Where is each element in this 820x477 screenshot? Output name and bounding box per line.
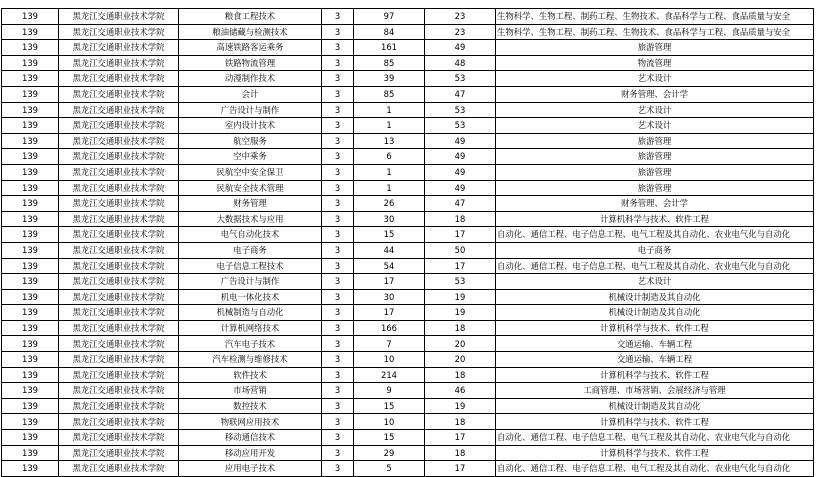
study-years-cell[interactable]: 3	[322, 336, 354, 352]
major-name-cell[interactable]: 财务管理	[179, 196, 322, 212]
related-subjects-cell[interactable]: 交通运输、车辆工程	[496, 352, 814, 368]
plan-count-cell[interactable]: 85	[354, 55, 425, 71]
school-name-cell[interactable]: 黑龙江交通职业技术学院	[59, 461, 179, 477]
category-code-cell[interactable]: 17	[425, 430, 496, 446]
table-row	[2, 398, 814, 414]
institution-code-cell[interactable]: 139	[2, 445, 59, 461]
category-code-cell[interactable]: 49	[425, 133, 496, 149]
major-name-cell[interactable]: 民航安全技术管理	[179, 180, 322, 196]
plan-count-cell[interactable]: 9	[354, 383, 425, 399]
table-row	[2, 414, 814, 430]
school-name-cell[interactable]: 黑龙江交通职业技术学院	[59, 227, 179, 243]
table-row	[2, 320, 814, 336]
table-row	[2, 55, 814, 71]
plan-count-cell[interactable]: 54	[354, 258, 425, 274]
related-subjects-cell[interactable]: 机械设计制造及其自动化	[496, 305, 814, 321]
school-name-cell[interactable]: 黑龙江交通职业技术学院	[59, 149, 179, 165]
plan-count-cell[interactable]: 97	[354, 9, 425, 25]
study-years-cell[interactable]: 3	[322, 398, 354, 414]
plan-count-cell[interactable]: 39	[354, 71, 425, 87]
category-code-cell[interactable]: 19	[425, 398, 496, 414]
school-name-cell[interactable]: 黑龙江交通职业技术学院	[59, 367, 179, 383]
related-subjects-cell[interactable]: 艺术设计	[496, 71, 814, 87]
institution-code-cell[interactable]: 139	[2, 367, 59, 383]
related-subjects-cell[interactable]: 旅游管理	[496, 180, 814, 196]
institution-code-cell[interactable]: 139	[2, 164, 59, 180]
major-name-cell[interactable]: 机械制造与自动化	[179, 305, 322, 321]
major-name-cell[interactable]: 移动通信技术	[179, 430, 322, 446]
school-name-cell[interactable]: 黑龙江交通职业技术学院	[59, 24, 179, 40]
category-code-cell[interactable]: 18	[425, 211, 496, 227]
study-years-cell[interactable]: 3	[322, 40, 354, 56]
related-subjects-cell[interactable]: 艺术设计	[496, 274, 814, 290]
table-row	[2, 102, 814, 118]
major-name-cell[interactable]: 会计	[179, 86, 322, 102]
table-row	[2, 242, 814, 258]
institution-code-cell[interactable]: 139	[2, 133, 59, 149]
major-name-cell[interactable]: 移动应用开发	[179, 445, 322, 461]
table-row	[2, 274, 814, 290]
related-subjects-cell[interactable]: 财务管理、会计学	[496, 196, 814, 212]
school-name-cell[interactable]: 黑龙江交通职业技术学院	[59, 9, 179, 25]
institution-code-cell[interactable]: 139	[2, 24, 59, 40]
study-years-cell[interactable]: 3	[322, 9, 354, 25]
plan-count-cell[interactable]: 26	[354, 196, 425, 212]
school-name-cell[interactable]: 黑龙江交通职业技术学院	[59, 55, 179, 71]
major-name-cell[interactable]: 粮油储藏与检测技术	[179, 24, 322, 40]
school-name-cell[interactable]: 黑龙江交通职业技术学院	[59, 383, 179, 399]
institution-code-cell[interactable]: 139	[2, 86, 59, 102]
table-body	[2, 9, 814, 477]
table-row	[2, 352, 814, 368]
table-row	[2, 133, 814, 149]
related-subjects-cell[interactable]: 艺术设计	[496, 102, 814, 118]
study-years-cell[interactable]: 3	[322, 71, 354, 87]
school-name-cell[interactable]: 黑龙江交通职业技术学院	[59, 398, 179, 414]
school-name-cell[interactable]: 黑龙江交通职业技术学院	[59, 320, 179, 336]
school-name-cell[interactable]: 黑龙江交通职业技术学院	[59, 352, 179, 368]
plan-count-cell[interactable]: 1	[354, 164, 425, 180]
institution-code-cell[interactable]: 139	[2, 211, 59, 227]
related-subjects-cell[interactable]: 工商管理、市场营销、会展经济与管理	[496, 383, 814, 399]
study-years-cell[interactable]: 3	[322, 414, 354, 430]
table-row	[2, 24, 814, 40]
related-subjects-cell[interactable]: 交通运输、车辆工程	[496, 336, 814, 352]
major-name-cell[interactable]: 计算机网络技术	[179, 320, 322, 336]
plan-count-cell[interactable]: 1	[354, 118, 425, 134]
plan-count-cell[interactable]: 17	[354, 274, 425, 290]
school-name-cell[interactable]: 黑龙江交通职业技术学院	[59, 118, 179, 134]
school-name-cell[interactable]: 黑龙江交通职业技术学院	[59, 102, 179, 118]
institution-code-cell[interactable]: 139	[2, 461, 59, 477]
related-subjects-cell[interactable]: 机械设计制造及其自动化	[496, 398, 814, 414]
table-row	[2, 289, 814, 305]
school-name-cell[interactable]: 黑龙江交通职业技术学院	[59, 258, 179, 274]
plan-count-cell[interactable]: 214	[354, 367, 425, 383]
institution-code-cell[interactable]: 139	[2, 40, 59, 56]
table-row	[2, 86, 814, 102]
related-subjects-cell[interactable]: 计算机科学与技术、软件工程	[496, 367, 814, 383]
school-name-cell[interactable]: 黑龙江交通职业技术学院	[59, 40, 179, 56]
related-subjects-cell[interactable]: 艺术设计	[496, 118, 814, 134]
table-row	[2, 336, 814, 352]
study-years-cell[interactable]: 3	[322, 133, 354, 149]
category-code-cell[interactable]: 49	[425, 149, 496, 165]
institution-code-cell[interactable]: 139	[2, 289, 59, 305]
category-code-cell[interactable]: 19	[425, 289, 496, 305]
institution-code-cell[interactable]: 139	[2, 118, 59, 134]
related-subjects-cell[interactable]: 机械设计制造及其自动化	[496, 289, 814, 305]
related-subjects-cell[interactable]: 生物科学、生物工程、制药工程、生物技术、食品科学与工程、食品质量与安全	[496, 24, 814, 40]
category-code-cell[interactable]: 17	[425, 227, 496, 243]
major-name-cell[interactable]: 粮食工程技术	[179, 9, 322, 25]
institution-code-cell[interactable]: 139	[2, 9, 59, 25]
institution-code-cell[interactable]: 139	[2, 352, 59, 368]
related-subjects-cell[interactable]: 自动化、通信工程、电子信息工程、电气工程及其自动化、农业电气化与自动化	[496, 430, 814, 446]
related-subjects-cell[interactable]: 计算机科学与技术、软件工程	[496, 414, 814, 430]
study-years-cell[interactable]: 3	[322, 305, 354, 321]
plan-count-cell[interactable]: 7	[354, 336, 425, 352]
school-name-cell[interactable]: 黑龙江交通职业技术学院	[59, 414, 179, 430]
related-subjects-cell[interactable]: 物流管理	[496, 55, 814, 71]
major-name-cell[interactable]: 广告设计与制作	[179, 274, 322, 290]
category-code-cell[interactable]: 23	[425, 9, 496, 25]
table-row	[2, 367, 814, 383]
institution-code-cell[interactable]: 139	[2, 430, 59, 446]
school-name-cell[interactable]: 黑龙江交通职业技术学院	[59, 336, 179, 352]
institution-code-cell[interactable]: 139	[2, 55, 59, 71]
table-row	[2, 71, 814, 87]
school-name-cell[interactable]: 黑龙江交通职业技术学院	[59, 430, 179, 446]
major-name-cell[interactable]: 电子信息工程技术	[179, 258, 322, 274]
plan-count-cell[interactable]: 15	[354, 227, 425, 243]
table-row	[2, 430, 814, 446]
related-subjects-cell[interactable]: 旅游管理	[496, 164, 814, 180]
study-years-cell[interactable]: 3	[322, 289, 354, 305]
study-years-cell[interactable]: 3	[322, 445, 354, 461]
related-subjects-cell[interactable]: 旅游管理	[496, 133, 814, 149]
table-row	[2, 227, 814, 243]
plan-count-cell[interactable]: 1	[354, 180, 425, 196]
category-code-cell[interactable]: 18	[425, 414, 496, 430]
institution-code-cell[interactable]: 139	[2, 274, 59, 290]
related-subjects-cell[interactable]: 财务管理、会计学	[496, 86, 814, 102]
school-name-cell[interactable]: 黑龙江交通职业技术学院	[59, 445, 179, 461]
plan-count-cell[interactable]: 17	[354, 305, 425, 321]
major-name-cell[interactable]: 机电一体化技术	[179, 289, 322, 305]
plan-count-cell[interactable]: 1	[354, 102, 425, 118]
institution-code-cell[interactable]: 139	[2, 149, 59, 165]
table-row	[2, 305, 814, 321]
study-years-cell[interactable]: 3	[322, 352, 354, 368]
plan-count-cell[interactable]: 30	[354, 211, 425, 227]
category-code-cell[interactable]: 50	[425, 242, 496, 258]
school-name-cell[interactable]: 黑龙江交通职业技术学院	[59, 242, 179, 258]
study-years-cell[interactable]: 3	[322, 86, 354, 102]
plan-count-cell[interactable]: 29	[354, 445, 425, 461]
category-code-cell[interactable]: 49	[425, 164, 496, 180]
major-name-cell[interactable]: 软件技术	[179, 367, 322, 383]
major-name-cell[interactable]: 汽车检测与维修技术	[179, 352, 322, 368]
major-name-cell[interactable]: 室内设计技术	[179, 118, 322, 134]
study-years-cell[interactable]: 3	[322, 55, 354, 71]
category-code-cell[interactable]: 53	[425, 102, 496, 118]
major-name-cell[interactable]: 电气自动化技术	[179, 227, 322, 243]
category-code-cell[interactable]: 19	[425, 305, 496, 321]
related-subjects-cell[interactable]: 计算机科学与技术、软件工程	[496, 211, 814, 227]
related-subjects-cell[interactable]: 计算机科学与技术、软件工程	[496, 445, 814, 461]
category-code-cell[interactable]: 53	[425, 274, 496, 290]
major-name-cell[interactable]: 民航空中安全保卫	[179, 164, 322, 180]
institution-code-cell[interactable]: 139	[2, 305, 59, 321]
institution-code-cell[interactable]: 139	[2, 258, 59, 274]
related-subjects-cell[interactable]: 自动化、通信工程、电子信息工程、电气工程及其自动化、农业电气化与自动化	[496, 461, 814, 477]
table-row	[2, 383, 814, 399]
study-years-cell[interactable]: 3	[322, 149, 354, 165]
table-row	[2, 9, 814, 25]
category-code-cell[interactable]: 23	[425, 24, 496, 40]
school-name-cell[interactable]: 黑龙江交通职业技术学院	[59, 180, 179, 196]
major-name-cell[interactable]: 数控技术	[179, 398, 322, 414]
category-code-cell[interactable]: 17	[425, 461, 496, 477]
related-subjects-cell[interactable]: 旅游管理	[496, 40, 814, 56]
major-name-cell[interactable]: 动漫制作技术	[179, 71, 322, 87]
institution-code-cell[interactable]: 139	[2, 414, 59, 430]
plan-count-cell[interactable]: 85	[354, 86, 425, 102]
major-name-cell[interactable]: 大数据技术与应用	[179, 211, 322, 227]
category-code-cell[interactable]: 46	[425, 383, 496, 399]
category-code-cell[interactable]: 20	[425, 336, 496, 352]
school-name-cell[interactable]: 黑龙江交通职业技术学院	[59, 211, 179, 227]
category-code-cell[interactable]: 48	[425, 55, 496, 71]
table-row	[2, 118, 814, 134]
study-years-cell[interactable]: 3	[322, 118, 354, 134]
institution-code-cell[interactable]: 139	[2, 102, 59, 118]
plan-count-cell[interactable]: 6	[354, 149, 425, 165]
study-years-cell[interactable]: 3	[322, 227, 354, 243]
institution-code-cell[interactable]: 139	[2, 71, 59, 87]
school-name-cell[interactable]: 黑龙江交通职业技术学院	[59, 274, 179, 290]
table-row	[2, 164, 814, 180]
related-subjects-cell[interactable]: 生物科学、生物工程、制药工程、生物技术、食品科学与工程、食品质量与安全	[496, 9, 814, 25]
related-subjects-cell[interactable]: 电子商务	[496, 242, 814, 258]
plan-count-cell[interactable]: 10	[354, 414, 425, 430]
related-subjects-cell[interactable]: 自动化、通信工程、电子信息工程、电气工程及其自动化、农业电气化与自动化	[496, 227, 814, 243]
institution-code-cell[interactable]: 139	[2, 180, 59, 196]
study-years-cell[interactable]: 3	[322, 274, 354, 290]
enrollment-table	[1, 8, 814, 477]
study-years-cell[interactable]: 3	[322, 180, 354, 196]
plan-count-cell[interactable]: 44	[354, 242, 425, 258]
category-code-cell[interactable]: 18	[425, 367, 496, 383]
study-years-cell[interactable]: 3	[322, 24, 354, 40]
institution-code-cell[interactable]: 139	[2, 242, 59, 258]
study-years-cell[interactable]: 3	[322, 430, 354, 446]
table-row	[2, 149, 814, 165]
study-years-cell[interactable]: 3	[322, 242, 354, 258]
study-years-cell[interactable]: 3	[322, 258, 354, 274]
category-code-cell[interactable]: 49	[425, 180, 496, 196]
plan-count-cell[interactable]: 10	[354, 352, 425, 368]
plan-count-cell[interactable]: 15	[354, 398, 425, 414]
related-subjects-cell[interactable]: 计算机科学与技术、软件工程	[496, 320, 814, 336]
major-name-cell[interactable]: 铁路物流管理	[179, 55, 322, 71]
category-code-cell[interactable]: 20	[425, 352, 496, 368]
institution-code-cell[interactable]: 139	[2, 227, 59, 243]
study-years-cell[interactable]: 3	[322, 461, 354, 477]
table-row	[2, 196, 814, 212]
category-code-cell[interactable]: 53	[425, 71, 496, 87]
category-code-cell[interactable]: 18	[425, 320, 496, 336]
category-code-cell[interactable]: 18	[425, 445, 496, 461]
school-name-cell[interactable]: 黑龙江交通职业技术学院	[59, 289, 179, 305]
category-code-cell[interactable]: 17	[425, 258, 496, 274]
major-name-cell[interactable]: 航空服务	[179, 133, 322, 149]
major-name-cell[interactable]: 汽车电子技术	[179, 336, 322, 352]
institution-code-cell[interactable]: 139	[2, 320, 59, 336]
school-name-cell[interactable]: 黑龙江交通职业技术学院	[59, 196, 179, 212]
related-subjects-cell[interactable]: 旅游管理	[496, 149, 814, 165]
table-row	[2, 258, 814, 274]
school-name-cell[interactable]: 黑龙江交通职业技术学院	[59, 305, 179, 321]
study-years-cell[interactable]: 3	[322, 102, 354, 118]
category-code-cell[interactable]: 49	[425, 40, 496, 56]
institution-code-cell[interactable]: 139	[2, 196, 59, 212]
table-row	[2, 40, 814, 56]
major-name-cell[interactable]: 空中乘务	[179, 149, 322, 165]
school-name-cell[interactable]: 黑龙江交通职业技术学院	[59, 133, 179, 149]
category-code-cell[interactable]: 53	[425, 118, 496, 134]
school-name-cell[interactable]: 黑龙江交通职业技术学院	[59, 164, 179, 180]
school-name-cell[interactable]: 黑龙江交通职业技术学院	[59, 71, 179, 87]
table-row	[2, 211, 814, 227]
plan-count-cell[interactable]: 15	[354, 430, 425, 446]
plan-count-cell[interactable]: 5	[354, 461, 425, 477]
institution-code-cell[interactable]: 139	[2, 398, 59, 414]
plan-count-cell[interactable]: 161	[354, 40, 425, 56]
category-code-cell[interactable]: 47	[425, 86, 496, 102]
table-row	[2, 445, 814, 461]
related-subjects-cell[interactable]: 自动化、通信工程、电子信息工程、电气工程及其自动化、农业电气化与自动化	[496, 258, 814, 274]
study-years-cell[interactable]: 3	[322, 196, 354, 212]
institution-code-cell[interactable]: 139	[2, 336, 59, 352]
category-code-cell[interactable]: 47	[425, 196, 496, 212]
major-name-cell[interactable]: 市场营销	[179, 383, 322, 399]
institution-code-cell[interactable]: 139	[2, 383, 59, 399]
study-years-cell[interactable]: 3	[322, 320, 354, 336]
school-name-cell[interactable]: 黑龙江交通职业技术学院	[59, 86, 179, 102]
plan-count-cell[interactable]: 13	[354, 133, 425, 149]
table-row	[2, 180, 814, 196]
plan-count-cell[interactable]: 84	[354, 24, 425, 40]
major-name-cell[interactable]: 广告设计与制作	[179, 102, 322, 118]
study-years-cell[interactable]: 3	[322, 367, 354, 383]
study-years-cell[interactable]: 3	[322, 211, 354, 227]
study-years-cell[interactable]: 3	[322, 383, 354, 399]
major-name-cell[interactable]: 电子商务	[179, 242, 322, 258]
major-name-cell[interactable]: 物联网应用技术	[179, 414, 322, 430]
major-name-cell[interactable]: 应用电子技术	[179, 461, 322, 477]
table-row	[2, 461, 814, 477]
plan-count-cell[interactable]: 166	[354, 320, 425, 336]
major-name-cell[interactable]: 高速铁路客运乘务	[179, 40, 322, 56]
plan-count-cell[interactable]: 30	[354, 289, 425, 305]
study-years-cell[interactable]: 3	[322, 164, 354, 180]
